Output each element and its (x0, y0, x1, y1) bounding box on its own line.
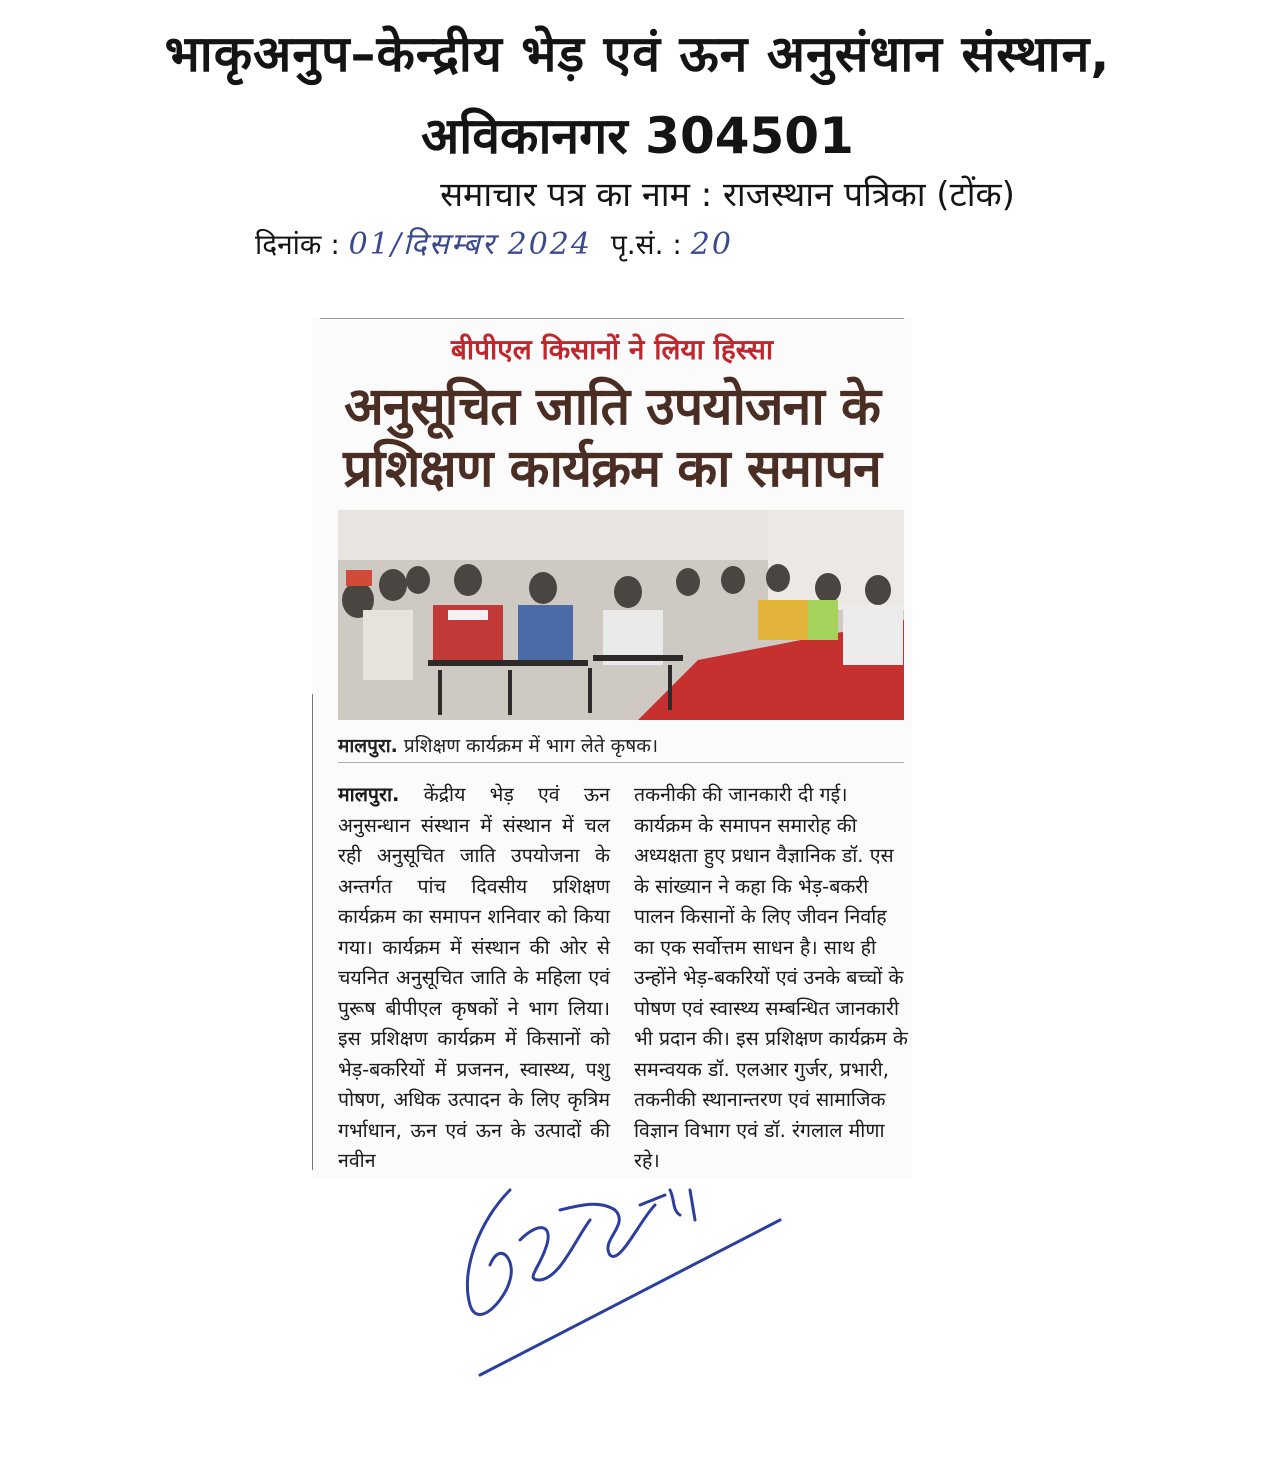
page-value: 20 (690, 227, 733, 262)
article-kicker: बीपीएल किसानों ने लिया हिस्सा (450, 333, 774, 366)
headline-line-2: प्रशिक्षण कार्यक्रम का समापन (343, 439, 881, 499)
column-1-text: केंद्रीय भेड़ एवं ऊन अनुसन्धान संस्थान में संस्थान में चल रही अनुसूचित जाति उपयोजना के अन्तर्गत पांच दिवसीय प्रशिक्षण कार्यक्रम का समापन शनिवार को किया गया। कार्यक्रम में संस्थान की ओर से चयनित अनुसूचित जाति के महिला एवं पुरूष बीपीएल कृषकों ने भाग लिया। इस प्रशिक्षण कार्यक्रम में किसानों को भेड़-बकरियों में प्रजनन, स्वास्थ्य, पशु पोषण, अधिक उत्पादन के लिए कृत्रिम गर्भाधान, ऊन एवं ऊन के उत्पादों की नवीन (338, 783, 611, 1172)
article-headline (322, 376, 902, 500)
newspaper-name: समाचार पत्र का नाम : राजस्थान पत्रिका (टोंक) (440, 175, 1015, 215)
institute-location: अविकानगर 304501 (421, 107, 854, 165)
article-column-1 (338, 780, 610, 1177)
photo-caption (338, 732, 658, 758)
clipping-top-rule (320, 318, 904, 319)
training-hall-photo (338, 510, 904, 720)
date-label: दिनांक : (255, 228, 340, 261)
caption-text: प्रशिक्षण कार्यक्रम में भाग लेते कृषक। (403, 735, 659, 757)
clipping-left-rule (312, 694, 313, 1170)
handwritten-signature (450, 1180, 790, 1400)
caption-rule (338, 762, 904, 763)
column-2-text: तकनीकी की जानकारी दी गई। कार्यक्रम के समापन समारोह की अध्यक्षता हुए प्रधान वैज्ञानिक डॉ. एस के सांख्यान ने कहा कि भेड़-बकरी पालन किसानों के लिए जीवन निर्वाह का एक सर्वोत्तम साधन है। साथ ही उन्होंने भेड़-बकरियों एवं उनके बच्चों के पोषण एवं स्वास्थ्य सम्बन्धित जानकारी भी प्रदान की। इस प्रशिक्षण कार्यक्रम के समन्वयक डॉ. एलआर गुर्जर, प्रभारी, तकनीकी स्थानान्तरण एवं सामाजिक विज्ञान विभाग एवं डॉ. रंगलाल मीणा रहे। (634, 783, 908, 1172)
dateline (255, 222, 733, 263)
caption-place: मालपुरा. (338, 735, 398, 757)
article-photo (338, 510, 904, 720)
article-column-2 (634, 780, 910, 1177)
newspaper-clipping (312, 318, 912, 1178)
institute-name: भाकृअनुप–केन्द्रीय भेड़ एवं ऊन अनुसंधान संस्थान, (164, 25, 1111, 83)
body-place: मालपुरा. (338, 783, 400, 806)
page-label: पृ.सं. : (610, 228, 682, 261)
date-value: 01/दिसम्बर 2024 (348, 227, 592, 262)
headline-line-1: अनुसूचित जाति उपयोजना के (344, 377, 880, 437)
